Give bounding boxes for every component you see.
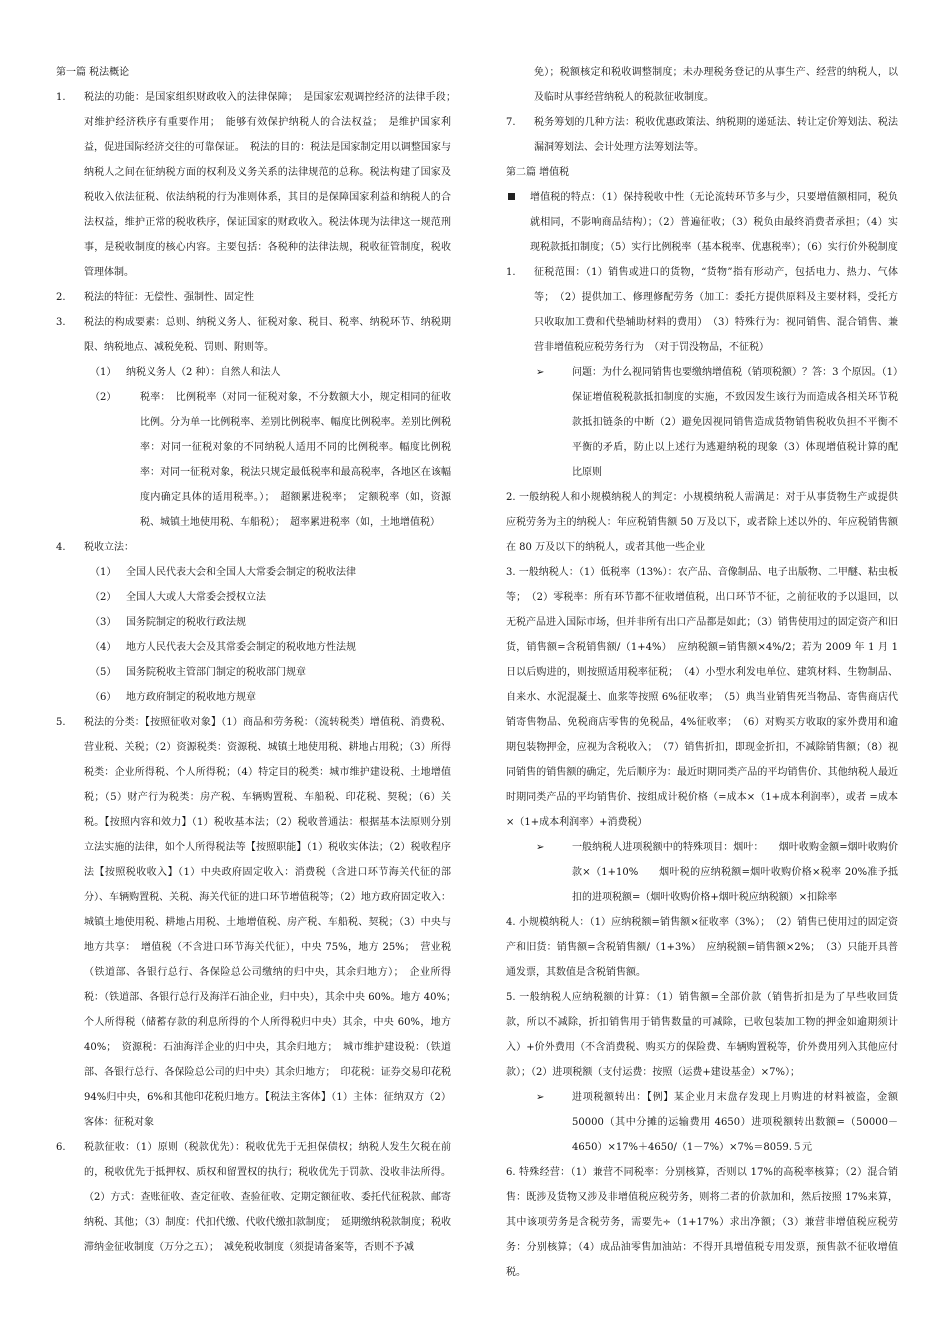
item-number: 4. [56,542,66,553]
list-item [506,260,898,360]
item-number: 1. [56,92,66,103]
sub-item-number: （2） [90,392,117,403]
sub-item-text: 纳税义务人（2 种）：自然人和法人 [126,367,281,378]
item-number: 2. [56,292,66,303]
list-item [56,285,451,310]
item-text: 税法的构成要素：总则、纳税义务人、征税对象、税目、税率、纳税环节、纳税期限、纳税地点、减税免税、罚则、附则等。 [84,317,451,353]
vat-features [506,185,898,260]
sub-item-number: （5） [90,667,117,678]
square-bullet-icon [508,193,515,200]
chapter-title-1: 第一篇 税法概论 [56,67,130,78]
sub-item-text: 国务院税收主管部门制定的税收部门规章 [126,667,306,678]
continued-text [506,60,898,110]
sub-item-text: 地方政府制定的税收地方规章 [126,692,256,703]
paragraph: 6. 特殊经营：（1）兼营不同税率：分别核算，否则以 17%的高税率核算；（2）混合销售：既涉及货物又涉及非增值税应税劳务，则将二者的价款加和，然后按照 17%来算，其中该项劳务是含税劳务，需要先÷（1+17%）求出净额；（3）兼营非增值税应税劳务：分别核算；（4）成品油零售加油站：不得开具增值税专用发票，预售款不征收增值税。 [506,1167,898,1278]
sub-item-text: 全国人民代表大会和全国人大常委会制定的税收法律 [126,567,356,578]
arrow-bullet-icon: ➢ [536,842,545,853]
list-item [506,110,898,160]
sub-item-text: 国务院制定的税收行政法规 [126,617,246,628]
item-text: 税收立法： [84,542,134,553]
list-item [56,535,451,560]
list-item [56,1135,451,1260]
item-number: 7. [506,117,516,128]
item-number: 6. [56,1142,66,1153]
item-number: 5. [56,717,66,728]
bullet-text: 进项税额转出：【例】某企业月末盘存发现上月购进的材料被盗，金额 50000（其中分摊的运输费用 4650）进项税额转出数额=（50000－4650）×17%＋4650/（1－7%）×7%＝8059.５元 [572,1092,898,1153]
sub-item [56,560,451,585]
sub-item-number: （1） [90,367,117,378]
sub-item [56,610,451,635]
sub-item [56,635,451,660]
item-text: 免）；税额核定和税收调整制度；未办理税务登记的从事生产、经营的纳税人，以及临时从事经营纳税人的税款征收制度。 [534,67,898,103]
arrow-bullet-icon: ➢ [536,367,545,378]
sub-item [56,685,451,710]
bullet-item [506,835,898,910]
sub-item [56,360,451,385]
sub-item [56,585,451,610]
paragraph: 4. 小规模纳税人：（1）应纳税额=销售额×征收率（3%）； （2）销售已使用过的固定资产和旧货：销售额=含税销售额/（1+3%） 应纳税额=销售额×2%； （3）只能开具普通发票，其数值是含税销售额。 [506,917,898,978]
bullet-item [506,1085,898,1160]
chapter-title-2: 第二篇 增值税 [506,167,570,178]
bullet-item [506,360,898,485]
paragraph: 3. 一般纳税人：（1）低税率（13%）：农产品、音像制品、电子出版物、二甲醚、粘虫板等； （2）零税率：所有环节都不征收增值税，出口环节不征，之前征收的予以退回，以无税产品进入国际市场，但并非所有出口产品都是如此；（3）销售使用过的固定资产和旧货，销售额=含税销售额/（1+4%） 应纳税额=销售额×4%/2；若为 2009 年 1 月 1 日以后购进的，则按照适用税率征税； （4）小型水利发电单位、建筑材料、生物制品、自来水、水泥混凝土、血浆等按照 6%征收率； （5）典当业销售死当物品、寄售商店代销寄售物品、免税商店零售的免税品，4%征收率； （6）对购买方收取的家外费用和逾期包装物押金，应视为含税收入； （7）销售折扣，即现金折扣，不减除销售额；（8）视同销售的销售额的确定，先后顺序为：最近时期同类产品的平均销售价、其他纳税人最近时期同类产品的平均销售价、按组成计税价格（=成本×（1+成本利润率），或者 =成本×（1+成本利润率）+消费税） [506,567,898,828]
arrow-bullet-icon: ➢ [536,1092,545,1103]
sub-item-text: 地方人民代表大会及其常委会制定的税收地方性法规 [126,642,356,653]
list-item [56,85,461,285]
item-text: 税法的分类：【按照征收对象】（1）商品和劳务税：（流转税类）增值税、消费税、营业税、关税；（2）资源税类：资源税、城镇土地使用税、耕地占用税；（3）所得税类：企业所得税、个人所得税；（4）特定目的税类：城市维护建设税、土地增值税；（5）财产行为税类：房产税、车辆购置税、车船税、印花税、契税；（6）关税。【按照内容和效力】（1）税收基本法；（2）税收普通法：根据基本法原则分别立法实施的法律，如个人所得税法等【按照职能】（1）税收实体法；（2）税收程序法【按照税收收入】（1）中央政府固定收入：消费税（含进口环节海关代征的部分）、车辆购置税、关税、海关代征的进口环节增值税等；（2）地方政府固定收入：城镇土地使用税、耕地占用税、土地增值税、房产税、车船税、契税；（3）中央与地方共享： 增值税（不含进口环节海关代征），中央 75%，地方 25%； 营业税（铁道部、各银行总行、各保险总公司缴纳的归中央，其余归地方）； 企业所得税：（铁道部、各银行总行及海洋石油企业，归中央），其余中央 60%。地方 40%； 个人所得税（储蓄存款的利息所得的个人所得税归中央）其余，中央 60%，地方 40%； 资源税：石油海洋企业的归中央，其余归地方； 城市维护建设税：（铁道部、各银行总行、各保险总公司的归中央）其余归地方； 印花税：证券交易印花税 94%归中央，6%和其他印花税归地方。【税法主客体】（1）主体：征纳双方（2）客体：征税对象 [84,717,461,1128]
paragraph: 5. 一般纳税人应纳税额的计算：（1）销售额=全部价款（销售折扣是为了早些收回货款，所以不减除，折扣销售用于销售数量的可减除，已收包装加工物的押金如逾期须计入）+价外费用（不含消费税、购买方的保险费、车辆购置税等，价外费用列入其他应付款）；（2）进项税额（支付运费：按照（运费+建设基金）×7%）； [506,992,898,1078]
sub-item-number: （1） [90,567,117,578]
sub-item-number: （2） [90,592,117,603]
item-text: 税法的功能：是国家组织财政收入的法律保障； 是国家宏观调控经济的法律手段； 对维护经济秩序有重要作用； 能够有效保护纳税人的合法权益； 是维护国家利益，促进国际经济交往的可靠保证。 税法的目的：税法是国家制定用以调整国家与纳税人之间在征纳税方面的权利及义务关系的法律规范的总称。税法构建了国家及税收入依法征税、依法纳税的行为准则体系，其目的是保障国家利益和纳税人的合法权益，维护正常的税收秩序，保证国家的财政收入。税法体现为法律这一规范刑事，是税收制度的核心内容。主要包括：各税种的法律法规，税收征管制度，税收管理体制。 [84,92,461,278]
sub-item-text: 税率： 比例税率（对同一征税对象，不分数额大小，规定相同的征收比例。分为单一比例税率、差别比例税率、幅度比例税率。差别比例税率：对同一征税对象的不同纳税人适用不同的比例税率。幅度比例税率：对同一征税对象，税法只规定最低税率和最高税率，各地区在该幅度内确定具体的适用税率。）； 超额累进税率； 定额税率（如，资源税、城镇土地使用税、车船税）； 超率累进税率（如，土地增值税） [140,392,451,528]
item-number: 1. [506,267,516,278]
item-number: 3. [56,317,66,328]
item-text: 税款征收：（1）原则（税款优先）：税收优先于无担保债权；纳税人发生欠税在前的，税收优先于抵押权、质权和留置权的执行；税收优先于罚款、没收非法所得。（2）方式：查账征收、查定征收、查验征收、定期定额征收、委托代征税款、邮寄纳税、其他；（3）制度：代扣代缴、代收代缴扣款制度； 延期缴纳税款制度；税收滞纳金征收制度（万分之五）； 减免税收制度（须提请备案等，否则不予减 [84,1142,451,1253]
sub-item-number: （3） [90,617,117,628]
sub-item-number: （6） [90,692,117,703]
item-text: 征税范围：（1）销售或进口的货物，“货物”指有形动产，包括电力、热力、气体等； （2）提供加工、修理修配劳务（加工：委托方提供原料及主要材料，受托方只收取加工费和代垫辅助材料的费用） （3）特殊行为：视同销售、混合销售、兼营非增值税应税劳务行为 （对于罚没物品，不征税） [534,267,898,353]
list-item [56,710,461,1135]
list-item [56,310,451,360]
bullet-text: 一般纳税人进项税额中的特殊项目：烟叶： 烟叶收购金额=烟叶收购价款×（1+10% 烟叶税的应纳税额=烟叶收购价格×税率 20%准予抵扣的进项税额=（烟叶收购价格+烟叶税应纳税额）×扣除率 [572,842,898,903]
sub-item [56,660,451,685]
left-column [56,60,461,1260]
item-text: 税务筹划的几种方法：税收优惠政策法、纳税期的递延法、转让定价筹划法、税法漏洞筹划法、会计处理方法筹划法等。 [534,117,898,153]
sub-item [56,385,451,535]
paragraph: 2. 一般纳税人和小规模纳税人的判定：小规模纳税人需满足：对于从事货物生产或提供应税劳务为主的纳税人：年应税销售额 50 万及以下，或者除上述以外的、年应税销售额在 80 万及以下的纳税人，或者其他一些企业 [506,492,898,553]
sub-item-text: 全国人大或人大常委会授权立法 [126,592,266,603]
bullet-text: 问题：为什么视同销售也要缴纳增值税（销项税额）？答：3 个原因。（1）保证增值税税款抵扣制度的实施，不致因发生该行为而造成各相关环节税款抵扣链条的中断（2）避免因视同销售造成货物销售税收负担不平衡不平衡的矛盾，防止以上述行为逃避纳税的现象（3）体现增值税计算的配比原则 [572,367,898,478]
right-column [506,60,898,1285]
item-text: 增值税的特点：（1）保持税收中性（无论流转环节多与少，只要增值额相同，税负就相同，不影响商品结构）；（2）普遍征收；（3）税负由最终消费者承担；（4）实现税款抵扣制度；（5）实行比例税率（基本税率、优惠税率）；（6）实行价外税制度 [530,192,898,253]
item-text: 税法的特征：无偿性、强制性、固定性 [84,292,254,303]
sub-item-number: （4） [90,642,117,653]
